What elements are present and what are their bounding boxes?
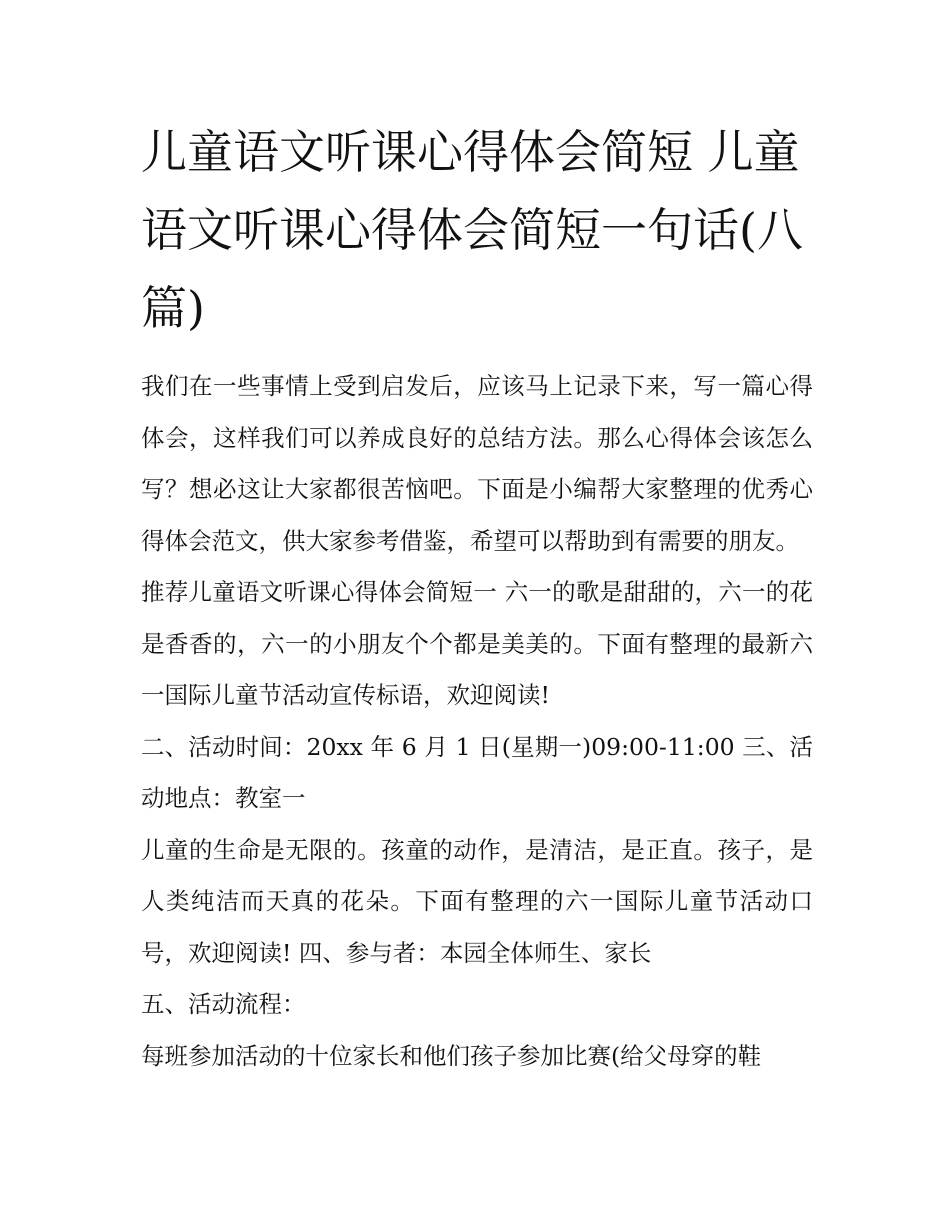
paragraph-children-life: 儿童的生命是无限的。孩童的动作，是清洁，是正直。孩子，是人类纯洁而天真的花朵。下面有整理的六一国际儿童节活动口号，欢迎阅读! 四、参与者：本园全体师生、家长 (141, 835, 813, 967)
document-content (141, 113, 813, 1082)
document-title: 儿童语文听课心得体会简短 儿童语文听课心得体会简短一句话(八篇) (141, 125, 803, 335)
paragraph-competition: 每班参加活动的十位家长和他们孩子参加比赛(给父母穿的鞋 (141, 1041, 762, 1070)
document-body (141, 361, 813, 1082)
paragraph-recommend: 推荐儿童语文听课心得体会简短一 六一的歌是甜甜的，六一的花是香香的，六一的小朋友个个都是美美的。下面有整理的最新六一国际儿童节活动宣传标语，欢迎阅读! (141, 578, 813, 709)
paragraph-activity-time: 二、活动时间：20xx 年 6 月 1 日(星期一)09:00-11:00 三、活动地点：教室一 (141, 732, 813, 812)
paragraph-intro: 我们在一些事情上受到启发后，应该马上记录下来，写一篇心得体会，这样我们可以养成良好的总结方法。那么心得体会该怎么写？想必这让大家都很苦恼吧。下面是小编帮大家整理的优秀心得体会范文，供大家参考借鉴，希望可以帮助到有需要的朋友。 (141, 372, 813, 555)
paragraph-activity-flow: 五、活动流程： (141, 990, 306, 1018)
